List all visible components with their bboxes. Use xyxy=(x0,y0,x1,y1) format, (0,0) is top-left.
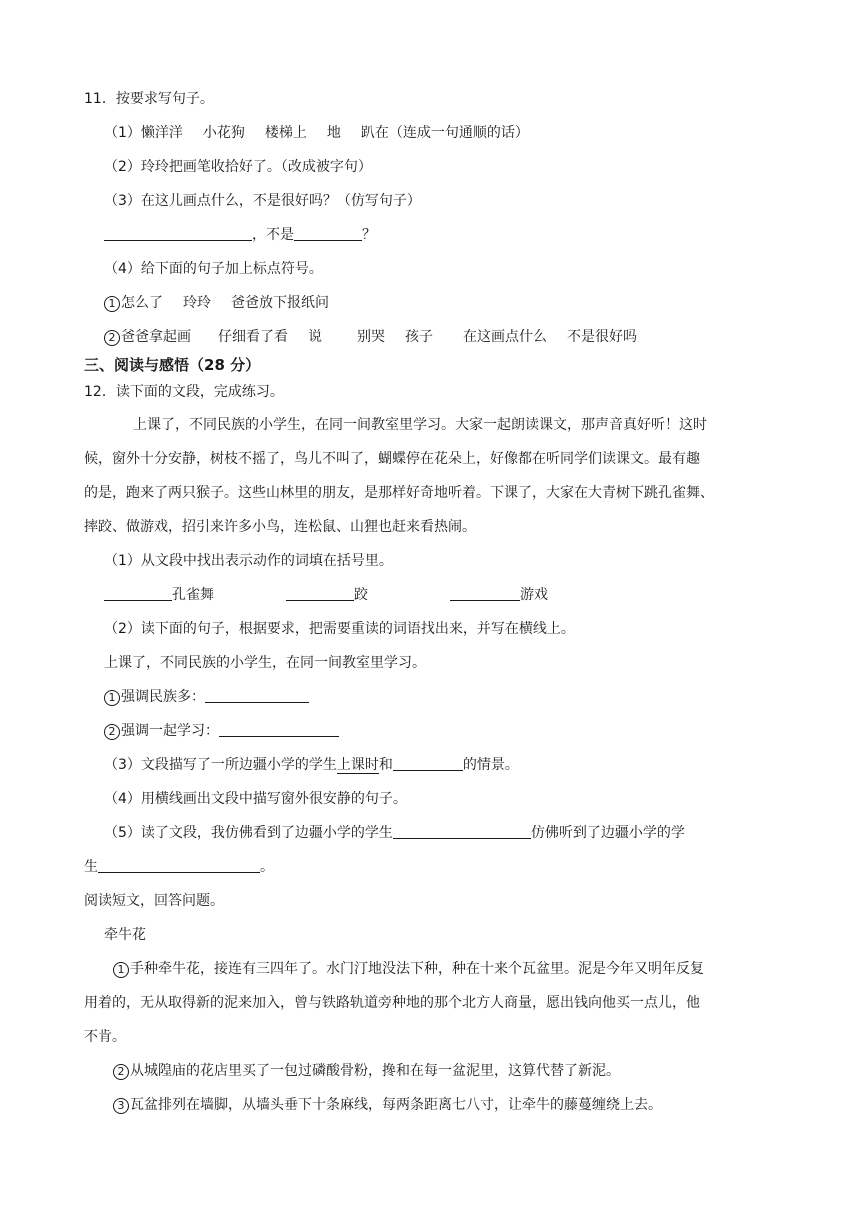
q11-sub4: （4）给下面的句子加上标点符号。 xyxy=(104,261,323,277)
q12-title: 12．读下面的文段，完成练习。 xyxy=(84,384,284,400)
q11-title: 11．按要求写句子。 xyxy=(84,91,214,107)
passage-line: 上课了，不同民族的小学生，在同一间教室里学习。大家一起朗读课文，那声音真好听！这时 xyxy=(133,417,707,433)
answer-blank[interactable] xyxy=(205,687,309,703)
word: 楼梯上 xyxy=(264,125,307,141)
q11-sub3: （3）在这儿画点什么，不是很好吗？（仿写句子） xyxy=(104,193,421,209)
word: 地 xyxy=(326,125,341,141)
q12-sub5-cont: 生 。 xyxy=(84,859,274,875)
q12-sub2-item2: 2 强调一起学习： xyxy=(104,721,339,741)
circled-number: 2 xyxy=(113,1064,129,1080)
circled-number: 2 xyxy=(104,724,120,740)
reading-intro: 阅读短文，回答问题。 xyxy=(84,893,224,909)
answer-blank[interactable] xyxy=(104,225,252,241)
q11-sub3-fill: ，不是 ？ xyxy=(104,225,376,245)
underlined-word: 上课时 xyxy=(336,757,379,773)
circled-number: 1 xyxy=(104,690,120,706)
q12-sub1: （1）从文段中找出表示动作的词填在括号里。 xyxy=(104,553,393,569)
answer-blank[interactable] xyxy=(393,755,463,771)
reading-para3: 3 瓦盆排列在墙脚，从墙头垂下十条麻线，每两条距离七八寸，让牵牛的藤蔓缠绕上去。 xyxy=(113,1095,662,1115)
answer-blank[interactable] xyxy=(294,225,362,241)
answer-blank[interactable] xyxy=(98,857,260,873)
q12-sub3: （3）文段描写了一所边疆小学的学生上课时和 的情景。 xyxy=(104,757,519,773)
q12-sub2-item1: 1 强调民族多： xyxy=(104,687,309,707)
circled-number: 1 xyxy=(104,296,120,312)
word: 趴在 xyxy=(360,125,389,141)
passage-line: 的是，跑来了两只猴子。这些山林里的朋友，是那样好奇地听着。下课了，大家在大青树下跳孔雀舞、 xyxy=(84,485,714,501)
q12-sub4: （4）用横线画出文段中描写窗外很安静的句子。 xyxy=(104,791,407,807)
reading-para1-line: 1 手种牵牛花，接连有三四年了。水门汀地没法下种，种在十来个瓦盆里。泥是今年又明年反复 xyxy=(113,959,704,979)
q11-sub2: （2）玲玲把画笔收拾好了。（改成被字句） xyxy=(104,159,372,175)
word: 小花狗 xyxy=(202,125,245,141)
answer-blank[interactable] xyxy=(219,721,339,737)
section-heading: 三、阅读与感悟（28 分） xyxy=(84,356,261,374)
q12-sub2-sentence: 上课了，不同民族的小学生，在同一间教室里学习。 xyxy=(104,655,426,671)
passage-line: 候，窗外十分安静，树枝不摇了，鸟儿不叫了，蝴蝶停在花朵上，好像都在听同学们读课文。最有趣 xyxy=(84,451,700,467)
q11-sub4-item1: 1 怎么了 玲玲 爸爸放下报纸问 xyxy=(104,293,329,313)
q11-sub4-item2: 2 爸爸拿起画 仔细看了看 说 别哭 孩子 在这画点什么 不是很好吗 xyxy=(104,327,637,347)
q12-sub2: （2）读下面的句子，根据要求，把需要重读的词语找出来，并写在横线上。 xyxy=(104,621,575,637)
answer-blank[interactable] xyxy=(286,585,354,601)
circled-number: 1 xyxy=(113,962,129,978)
q12-sub1-fills: 孔雀舞 跤 游戏 xyxy=(104,585,548,605)
answer-blank[interactable] xyxy=(104,585,172,601)
reading-para1-line: 用着的，无从取得新的泥来加入，曾与铁路轨道旁种地的那个北方人商量，愿出钱向他买一点儿，他 xyxy=(84,995,700,1011)
answer-blank[interactable] xyxy=(450,585,520,601)
q11-sub1: （1）懒洋洋 小花狗 楼梯上 地 趴在（连成一句通顺的话） xyxy=(104,125,529,141)
reading-title: 牵牛花 xyxy=(104,927,146,943)
reading-para2: 2 从城隍庙的花店里买了一包过磷酸骨粉，搀和在每一盆泥里，这算代替了新泥。 xyxy=(113,1061,620,1081)
passage-line: 摔跤、做游戏，招引来许多小鸟，连松鼠、山狸也赶来看热闹。 xyxy=(84,519,476,535)
word: 懒洋洋 xyxy=(140,125,183,141)
q12-sub5: （5）读了文段，我仿佛看到了边疆小学的学生 仿佛听到了边疆小学的学 xyxy=(104,825,685,841)
reading-para1-line: 不肯。 xyxy=(84,1029,126,1045)
circled-number: 3 xyxy=(113,1098,129,1114)
circled-number: 2 xyxy=(104,330,120,346)
answer-blank[interactable] xyxy=(393,823,531,839)
